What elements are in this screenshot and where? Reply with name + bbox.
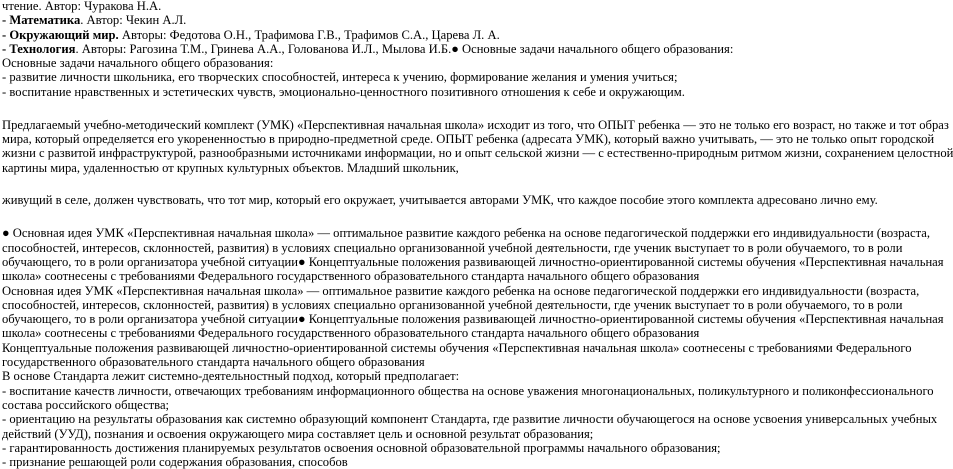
reading-author-text: чтение. Автор: Чуракова Н.А.: [2, 0, 162, 13]
bullet-icon: ●: [451, 41, 459, 56]
bullet-icon: ●: [2, 226, 10, 241]
task-item: - развитие личности школьника, его творческих способностей, интереса к учению, формирование желания и умения учиться;: [2, 70, 678, 85]
world-authors-text: Авторы: Федотова О.Н., Трафимова Г.В., Трафимов С.А., Царева Л. А.: [118, 27, 500, 42]
math-subject-label: - Математика: [2, 13, 81, 28]
standard-line: - гарантированность достижения планируемых результатов освоения основной образовательной программы начального образования;: [2, 440, 721, 455]
bullet-line: [2, 254, 944, 269]
bullet-line-text: Концептуальные положения развивающей личностно-ориентированной системы обучения «Перспективная начальная: [305, 254, 944, 269]
main-idea-text: Концептуальные положения развивающей личностно-ориентированной системы обучения «Перспективная начальная: [305, 312, 944, 327]
reading-author-line: [2, 0, 814, 13]
document-page: [2, 0, 953, 469]
bullet-icon: ●: [297, 312, 306, 327]
spacer: [2, 99, 814, 114]
umk-paragraph-line: картины мира, удаленностью от крупных культурных объектов. Младший школьник,: [2, 160, 459, 175]
spacer: [2, 208, 814, 223]
concept-line: Концептуальные положения развивающей личностно-ориентированной системы обучения «Перспективная начальная школа» соотнесены с требованиями Федерального: [2, 340, 912, 355]
umk-paragraph-line: мира, который определяется его укорененностью в природно-предметной среде. ОПЫТ ребенка (адресата УМК), который важно учитывать, — это не только опыт городской: [2, 131, 935, 146]
standard-line: - признание решающей роли содержания образования, способов: [2, 455, 348, 469]
tech-tail-text: Основные задачи начального общего образования:: [458, 41, 734, 56]
main-idea-line: Основная идея УМК «Перспективная начальная школа» — оптимальное развитие каждого ребенка на основе педагогической поддержки его индивидуальности (возраста,: [2, 283, 920, 298]
standard-line: - воспитание качеств личности, отвечающих требованиям информационного общества на основе уважения многонациональных, поликультурного и поликонфессионального: [2, 383, 934, 398]
bullet-line: школа» соотнесены с требованиями Федерального государственного образовательного стандарта начального общего образования: [2, 269, 700, 284]
bullet-line-text: Основная идея УМК «Перспективная начальная школа» — оптимальное развитие каждого ребенка на основе педагогической поддержки его индивидуальности (возраста,: [9, 226, 930, 241]
tech-authors-text: . Авторы: Рагозина Т.М., Гринева А.А., Голованова И.Л., Мылова И.Б.: [75, 41, 452, 56]
main-idea-line: [2, 326, 814, 340]
world-author-line: [2, 28, 814, 42]
math-authors-text: . Автор: Чекин А.Л.: [80, 13, 187, 28]
bullet-line: способностей, интересов, склонностей, развития) в условиях специально организованной учебной деятельности, где ученик выступает то в роли обучаемого, то в роли: [2, 240, 903, 255]
bullet-line: [2, 226, 930, 241]
standard-line: действий (УУД), познания и освоения окружающего мира составляет цель и основной результат образования;: [2, 426, 594, 441]
bullet-line-text: обучающего, то в роли организатора учебной ситуации: [2, 254, 298, 269]
umk-continuation-line: живущий в селе, должен чувствовать, что тот мир, который его окружает, учитывается авторами УМК, что каждое пособие этого комплекта адресовано лично ему.: [2, 193, 878, 208]
main-idea-text: школа» соотнесены с требованиями Федерального государственного образовательного стандарта начального общего образования: [2, 326, 700, 341]
standard-line: - ориентацию на результаты образования как системно образующий компонент Стандарта, где развитие личности обучающегося на основе усвоения универсальных учебных: [2, 412, 938, 427]
main-idea-line: способностей, интересов, склонностей, развития) в условиях специально организованной учебной деятельности, где ученик выступает то в роли обучаемого, то в роли: [2, 297, 903, 312]
spacer: [2, 175, 814, 190]
bullet-icon: ●: [297, 254, 306, 269]
world-subject-label: - Окружающий мир.: [2, 27, 119, 42]
concept-line: государственного образовательного стандарта начального общего образования: [2, 355, 425, 370]
umk-paragraph-line: жизни с развитой инфраструктурой, разнообразными источниками информации, но и опыт сельской жизни — с естественно-природным ритмом жизни, сохранением целостной: [2, 146, 953, 161]
main-idea-text: обучающего, то в роли организатора учебной ситуации: [2, 312, 298, 327]
main-idea-line: [2, 312, 944, 327]
tech-author-line: [2, 42, 814, 56]
standard-line: состава российского общества;: [2, 397, 170, 412]
tasks-heading: Основные задачи начального общего образования:: [2, 56, 274, 71]
task-item: - воспитание нравственных и эстетических чувств, эмоционально-ценностного позитивного отношения к себе и окружающим.: [2, 84, 685, 99]
standard-line: В основе Стандарта лежит системно-деятельностный подход, который предполагает:: [2, 369, 460, 384]
tech-subject-label: - Технология: [2, 41, 76, 56]
umk-paragraph-line: Предлагаемый учебно-методический комплект (УМК) «Перспективная начальная школа» исходит из того, что ОПЫТ ребенка — это не только его возраст, но также и тот образ: [2, 117, 949, 132]
math-author-line: [2, 13, 814, 27]
